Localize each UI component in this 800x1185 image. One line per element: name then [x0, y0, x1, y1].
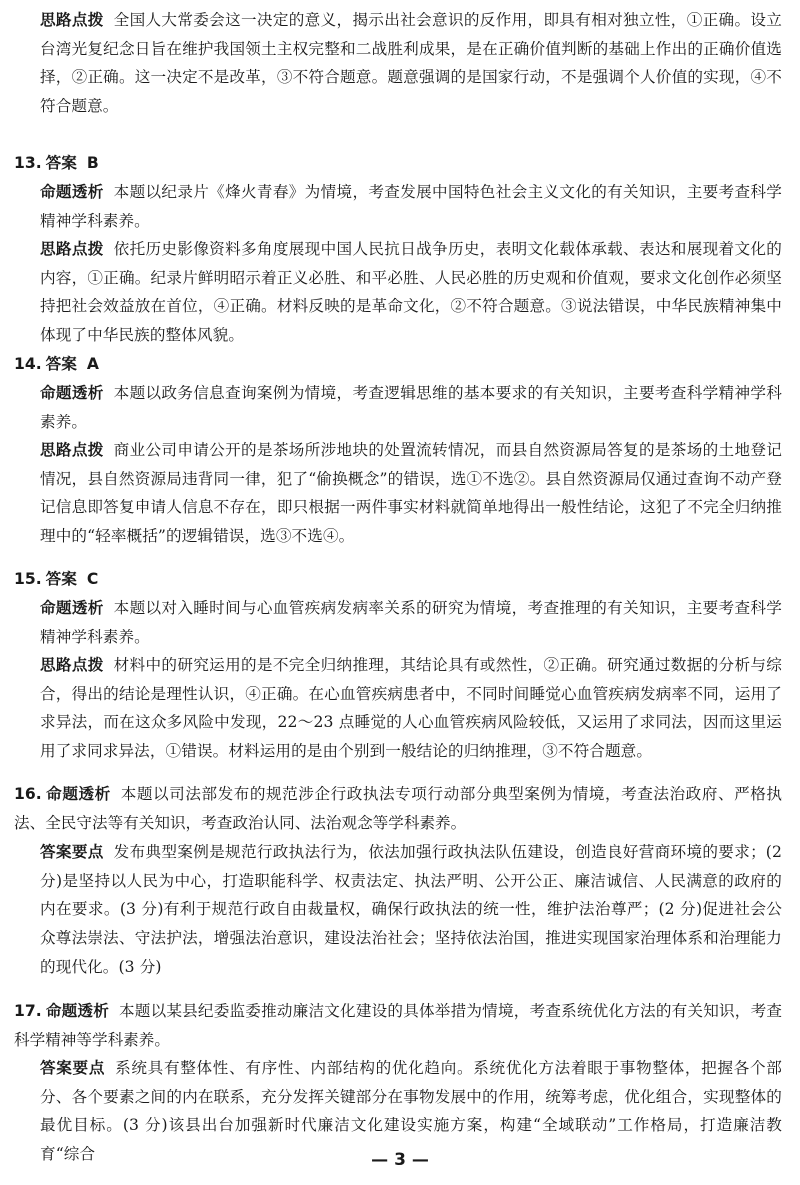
section-label: 命题透析: [45, 785, 111, 803]
question-number: 13.: [14, 154, 42, 172]
answer-value: C: [86, 570, 99, 588]
paragraph-text: 依托历史影像资料多角度展现中国人民抗日战争历史，表明文化载体承载、表达和展现着文化的内容，①正确。纪录片鲜明昭示着正义必胜、和平必胜、人民必胜的历史观和价值观，要求文化创作必须坚持把社会效益放在首位，④正确。材料反映的是革命文化，②不符合题意。③说法错误，中华民族精神集中体现了中华民族的整体风貌。: [40, 240, 782, 345]
paragraph-text: 本题以纪录片《烽火青春》为情境，考查发展中国特色社会主义文化的有关知识，主要考查科学精神学科素养。: [40, 183, 782, 230]
paragraph-text: 材料中的研究运用的是不完全归纳推理，其结论具有或然性，②正确。研究通过数据的分析与综合，得出的结论是理性认识，④正确。在心血管疾病患者中，不同时间睡觉心血管疾病发病率不同，运用了求异法，而在这众多风险中发现，22～23 点睡觉的人心血管疾病风险较低，又运用了求同法，因而这里运用了求同求异法，①错误。材料运用的是由个别到一般结论的归纳推理，③不符合题意。: [40, 656, 782, 761]
paragraph-text: 本题以政务信息查询案例为情境，考查逻辑思维的基本要求的有关知识，主要考查科学精神学科素养。: [40, 384, 782, 431]
section-label: 命题透析: [45, 1002, 109, 1020]
analysis-paragraph-13: [40, 178, 782, 235]
paragraph-text: 本题以司法部发布的规范涉企行政执法专项行动部分典型案例为情境，考查法治政府、严格执法、全民守法等有关知识，考查政治认同、法治观念等学科素养。: [14, 785, 782, 832]
answer-label: 答案: [45, 570, 77, 588]
answer-line-15: [14, 565, 782, 594]
question-number: 16.: [14, 785, 42, 803]
hint-paragraph-12: [40, 6, 782, 121]
question-number: 15.: [14, 570, 42, 588]
paragraph-text: 系统具有整体性、有序性、内部结构的优化趋向。系统优化方法着眼于事物整体，把握各个部分、各个要素之间的内在联系，充分发挥关键部分在事物发展中的作用，统筹考虑，优化组合，实现整体的最优目标。(3 分)该县出台加强新时代廉洁文化建设实施方案，构建“全域联动”工作格局，打造廉洁教育“综合: [40, 1059, 782, 1164]
hint-paragraph-14: [40, 436, 782, 551]
question-number: 17.: [14, 1002, 42, 1020]
section-label: 思路点拨: [40, 240, 104, 258]
paragraph-text: 商业公司申请公开的是茶场所涉地块的处置流转情况，而县自然资源局答复的是茶场的土地登记情况，县自然资源局违背同一律，犯了“偷换概念”的错误，选①不选②。县自然资源局仅通过查询不动产登记信息即答复申请人信息不存在，即只根据一两件事实材料就简单地得出一般性结论，这犯了不完全归纳推理中的“轻率概括”的逻辑错误，选③不选④。: [40, 441, 782, 546]
answer-value: B: [86, 154, 99, 172]
paragraph-text: 本题以某县纪委监委推动廉洁文化建设的具体举措为情境，考查系统优化方法的有关知识，考查科学精神等学科素养。: [14, 1002, 782, 1049]
answer-label: 答案: [45, 355, 77, 373]
analysis-paragraph-17: [14, 997, 782, 1054]
section-label: 答案要点: [40, 843, 104, 861]
hint-paragraph-15: [40, 651, 782, 766]
answer-line-14: [14, 350, 782, 379]
hint-paragraph-13: [40, 235, 782, 350]
answer-value: A: [86, 355, 99, 373]
question-number: 14.: [14, 355, 42, 373]
section-label: 思路点拨: [40, 441, 104, 459]
paragraph-text: 发布典型案例是规范行政执法行为，依法加强行政执法队伍建设，创造良好营商环境的要求；(2 分)是坚持以人民为中心，打造职能科学、权责法定、执法严明、公开公正、廉洁诚信、人民满意的政府的内在要求。(3 分)有利于规范行政自由裁量权，确保行政执法的统一性，维护法治尊严；(2 分)促进社会公众尊法崇法、守法护法，增强法治意识，建设法治社会；坚持依法治国，推进实现国家治理体系和治理能力的现代化。(3 分): [40, 843, 782, 976]
section-label: 答案要点: [40, 1059, 106, 1077]
analysis-paragraph-16: [14, 780, 782, 837]
analysis-paragraph-15: [40, 594, 782, 651]
answer-label: 答案: [45, 154, 77, 172]
paragraph-text: 全国人大常委会这一决定的意义，揭示出社会意识的反作用，即具有相对独立性，①正确。设立台湾光复纪念日旨在维护我国领土主权完整和二战胜利成果，是在正确价值判断的基础上作出的正确价值选择，②正确。这一决定不是改革，③不符合题意。题意强调的是国家行动，不是强调个人价值的实现，④不符合题意。: [40, 11, 782, 116]
answer-points-16: [40, 838, 782, 982]
analysis-paragraph-14: [40, 379, 782, 436]
section-label: 命题透析: [40, 384, 104, 402]
section-label: 命题透析: [40, 599, 104, 617]
section-label: 思路点拨: [40, 656, 104, 674]
section-label: 思路点拨: [40, 11, 104, 29]
page-number: — 3 —: [371, 1150, 429, 1170]
answer-line-13: [14, 149, 782, 178]
section-label: 命题透析: [40, 183, 104, 201]
paragraph-text: 本题以对入睡时间与心血管疾病发病率关系的研究为情境，考查推理的有关知识，主要考查科学精神学科素养。: [40, 599, 782, 646]
